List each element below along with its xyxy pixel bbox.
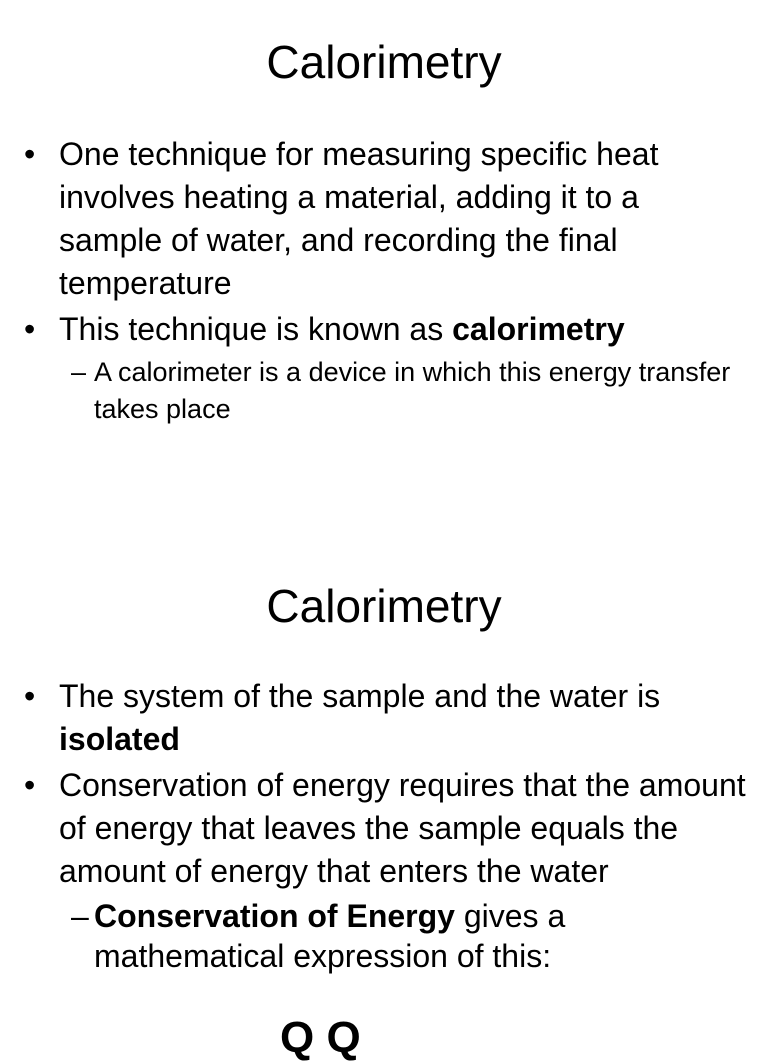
slide-2 (0, 548, 768, 1062)
bullet-marker: • (24, 311, 36, 347)
sub-bullet-marker: – (71, 898, 89, 934)
slide-1 (0, 0, 768, 512)
bullet-list (0, 133, 768, 431)
bullet-bold-term: Conservation of Energy (94, 898, 455, 934)
slide-title: Calorimetry (266, 36, 502, 88)
bullet-text: One technique for measuring specific heat involves heating a material, adding it to a sample of water, and recording the final temperature (59, 136, 659, 301)
bullet-marker: • (24, 678, 36, 714)
bullet-bold-term: calorimetry (452, 311, 625, 347)
sub-bullet-text: gives a mathematical expression of this: (94, 898, 566, 974)
bullet-item (0, 675, 768, 761)
bullet-text: This technique is known as (59, 311, 453, 347)
sub-bullet-item (0, 354, 768, 428)
bullet-text: The system of the sample and the water is (59, 678, 661, 714)
sub-bullet-marker: – (71, 357, 87, 387)
bullet-item (0, 133, 768, 305)
sub-bullet-text: A calorimeter is a device in which this energy transfer takes place (94, 357, 731, 424)
bullet-item (0, 764, 768, 893)
bullet-marker: • (24, 136, 36, 172)
sub-bullet-item (0, 896, 768, 976)
bullet-bold-term: isolated (59, 721, 180, 757)
bullet-marker: • (24, 767, 36, 803)
bullet-list (0, 675, 768, 979)
bullet-item (0, 308, 768, 351)
slide-title: Calorimetry (266, 580, 502, 632)
bullet-text: Conservation of energy requires that the amount of energy that leaves the sample equals the amount of energy that enters the water (59, 767, 746, 889)
equation-partial: Q Q (280, 1013, 361, 1062)
